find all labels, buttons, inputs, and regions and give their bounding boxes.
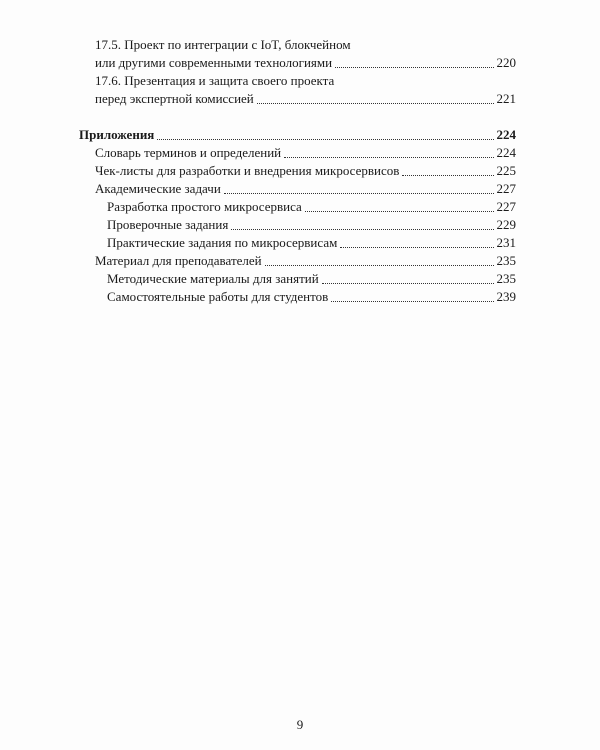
dot-leader	[340, 247, 493, 248]
toc-page-number: 239	[496, 289, 516, 304]
toc-page-number: 229	[496, 217, 516, 232]
page-number: 9	[296, 717, 304, 732]
toc-item-checklists[interactable]	[79, 162, 516, 180]
toc-item-17-6[interactable]	[79, 72, 516, 108]
toc-page-number: 227	[496, 181, 516, 196]
toc-item-practical-tasks[interactable]	[79, 234, 516, 252]
toc-page-number: 231	[496, 235, 516, 250]
toc-item-title: Разработка простого микросервиса	[107, 199, 302, 214]
toc-item-title-line2: перед экспертной комиссией	[95, 91, 254, 106]
table-of-contents	[79, 36, 516, 306]
toc-item-title: Материал для преподавателей	[95, 253, 262, 268]
toc-item-independent-work[interactable]	[79, 288, 516, 306]
dot-leader	[402, 175, 493, 176]
dot-leader	[265, 265, 494, 266]
dot-leader	[257, 103, 494, 104]
dot-leader	[322, 283, 494, 284]
dot-leader	[331, 301, 493, 302]
toc-item-title: Словарь терминов и определений	[95, 145, 282, 160]
toc-section-appendix[interactable]	[79, 126, 516, 144]
toc-page-number: 224	[496, 145, 516, 160]
toc-item-title: Проверочные задания	[107, 217, 229, 232]
toc-section-title: Приложения	[79, 127, 155, 142]
toc-item-academic-tasks[interactable]	[79, 180, 516, 198]
toc-page-number: 221	[496, 91, 516, 106]
toc-item-methodical-materials[interactable]	[79, 270, 516, 288]
toc-item-teacher-material[interactable]	[79, 252, 516, 270]
dot-leader	[284, 157, 493, 158]
dot-leader	[335, 67, 493, 68]
toc-page-number: 227	[496, 199, 516, 214]
dot-leader	[305, 211, 494, 212]
dot-leader	[224, 193, 494, 194]
toc-page-number: 235	[496, 253, 516, 268]
toc-page-number: 224	[496, 127, 516, 142]
toc-item-glossary[interactable]	[79, 144, 516, 162]
toc-item-title: Академические задачи	[95, 181, 221, 196]
toc-item-title-line1: 17.5. Проект по интеграции с IoT, блокчейном	[95, 37, 351, 52]
toc-item-verification-tasks[interactable]	[79, 216, 516, 234]
toc-item-simple-microservice[interactable]	[79, 198, 516, 216]
dot-leader	[157, 139, 493, 140]
toc-item-title: Самостоятельные работы для студентов	[107, 289, 329, 304]
toc-item-title-line1: 17.6. Презентация и защита своего проекта	[95, 73, 335, 88]
toc-page-number: 235	[496, 271, 516, 286]
dot-leader	[231, 229, 493, 230]
toc-item-title: Чек-листы для разработки и внедрения микросервисов	[95, 163, 400, 178]
toc-item-title: Практические задания по микросервисам	[107, 235, 338, 250]
toc-item-17-5[interactable]	[79, 36, 516, 72]
toc-item-title: Методические материалы для занятий	[107, 271, 319, 286]
toc-page-number: 220	[496, 55, 516, 70]
toc-item-title-line2: или другими современными технологиями	[95, 55, 333, 70]
toc-page-number: 225	[496, 163, 516, 178]
